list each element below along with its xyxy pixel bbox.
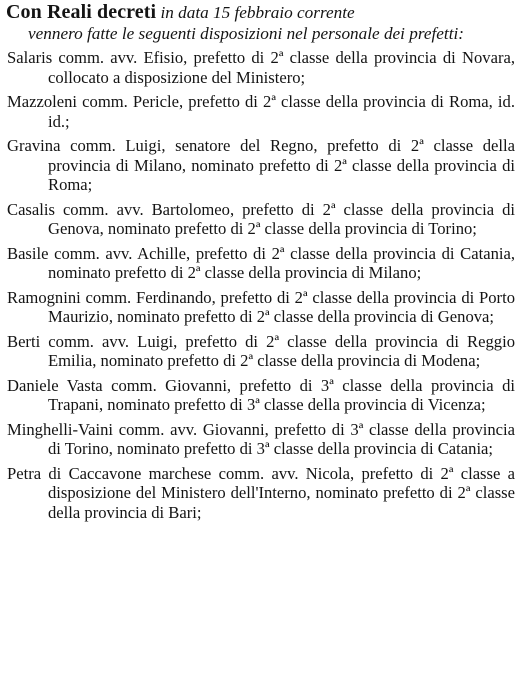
decree-title: Con Reali decreti [6, 1, 157, 23]
prefect-name: Mazzoleni comm. Pericle, [7, 92, 184, 111]
appointment-text: prefetto di 2ª classe della provincia di Catania, nominato prefetto di 2ª classe della provincia di Milano; [48, 243, 515, 282]
appointment-entry [6, 464, 515, 523]
appointment-entry [6, 332, 515, 371]
decree-header [6, 2, 515, 44]
decree-intro: in data 15 febbraio corrente [160, 3, 355, 22]
prefect-name: Salaris comm. avv. Efisio, [7, 48, 188, 67]
appointment-text: prefetto di 3ª classe della provincia di Torino, nominato prefetto di 3ª classe della provincia di Catania; [48, 419, 515, 458]
appointment-entry [6, 200, 515, 239]
prefect-name: Minghelli-Vaini comm. avv. Giovanni, [7, 419, 269, 439]
appointment-entry [6, 92, 515, 131]
appointment-text: prefetto di 3ª classe della provincia di Trapani, nominato prefetto di 3ª classe della provincia di Vicenza; [48, 375, 515, 414]
appointment-text: prefetto di 2ª classe della provincia di Porto Maurizio, nominato prefetto di 2ª classe della provincia di Genova; [48, 287, 515, 326]
prefect-name: Basile comm. avv. Achille, [7, 243, 191, 263]
appointment-entry [6, 48, 515, 87]
appointment-text: prefetto di 2ª classe a disposizione del Ministero dell'Interno, nominato prefetto di 2ª classe della provincia di Bari; [48, 463, 515, 522]
appointment-text: prefetto di 2ª classe della provincia di Reggio Emilia, nominato prefetto di 2ª classe della provincia di Modena; [48, 331, 515, 370]
prefect-name: Daniele Vasta comm. Giovanni, [7, 375, 232, 395]
appointment-text: prefetto di 2ª classe della provincia di Roma, id. id.; [48, 92, 515, 131]
appointment-entry [6, 288, 515, 327]
appointment-entry [6, 244, 515, 283]
appointment-entry [6, 136, 515, 195]
prefect-name: Gravina comm. Luigi, [7, 136, 166, 155]
appointment-list [6, 48, 515, 522]
decree-intro-continued: vennero fatte le seguenti disposizioni nel personale dei prefetti: [28, 23, 464, 43]
prefect-name: Berti comm. avv. Luigi, [7, 331, 178, 351]
prefect-name: Ramognini comm. Ferdinando, [7, 287, 216, 307]
appointment-text: prefetto di 2ª classe della provincia di Novara, collocato a disposizione del Ministero; [48, 48, 515, 87]
appointment-text: senatore del Regno, prefetto di 2ª classe della provincia di Milano, nominato prefetto di 2ª classe della provincia di Roma; [48, 136, 515, 194]
appointment-text: prefetto di 2ª classe della provincia di Genova, nominato prefetto di 2ª classe della provincia di Torino; [48, 199, 515, 238]
appointment-entry [6, 420, 515, 459]
appointment-entry [6, 376, 515, 415]
prefect-name: Casalis comm. avv. Bartolomeo, [7, 199, 235, 219]
prefect-name: Petra di Caccavone marchese comm. avv. Nicola, [7, 463, 355, 483]
